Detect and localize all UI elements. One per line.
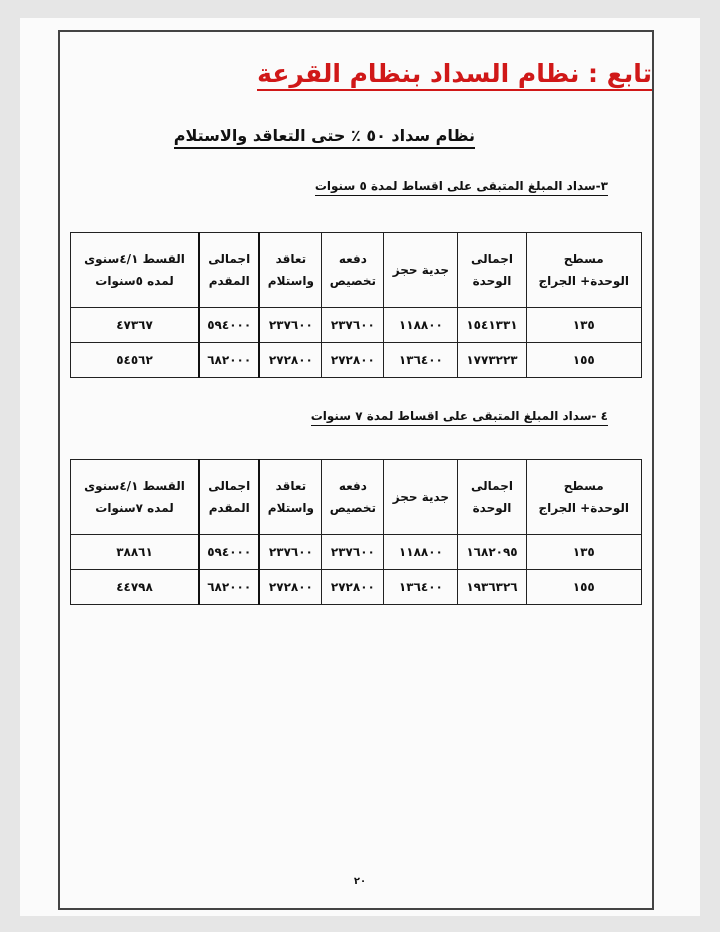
- table-row: [71, 535, 642, 570]
- cell-contract-delivery: ٢٧٢٨٠٠: [259, 570, 321, 605]
- cell-unit-total: ١٦٨٢٠٩٥: [458, 535, 526, 570]
- cell-area: ١٣٥: [526, 535, 642, 570]
- header-contract-delivery: تعاقد واستلام: [259, 460, 321, 535]
- cell-total-downpayment: ٦٨٢٠٠٠: [199, 343, 259, 378]
- header-area: مسطح الوحدة+ الجراج: [526, 460, 642, 535]
- table-row: [71, 343, 642, 378]
- cell-allocation-payment: ٢٣٧٦٠٠: [322, 308, 384, 343]
- cell-quarterly-installment: ٤٤٧٩٨: [71, 570, 200, 605]
- cell-contract-delivery: ٢٣٧٦٠٠: [259, 308, 321, 343]
- header-allocation-payment: دفعه تخصيص: [322, 233, 384, 308]
- header-contract-delivery: تعاقد واستلام: [259, 233, 321, 308]
- header-quarterly-installment: القسط ٤/١سنوى لمده ٧سنوات: [71, 460, 200, 535]
- cell-area: ١٥٥: [526, 570, 642, 605]
- cell-area: ١٥٥: [526, 343, 642, 378]
- header-area: مسطح الوحدة+ الجراج: [526, 233, 642, 308]
- cell-total-downpayment: ٥٩٤٠٠٠: [199, 308, 259, 343]
- cell-booking-deposit: ١٣٦٤٠٠: [384, 570, 458, 605]
- cell-allocation-payment: ٢٧٢٨٠٠: [322, 570, 384, 605]
- cell-total-downpayment: ٦٨٢٠٠٠: [199, 570, 259, 605]
- table-row: [71, 570, 642, 605]
- cell-allocation-payment: ٢٧٢٨٠٠: [322, 343, 384, 378]
- cell-quarterly-installment: ٤٧٣٦٧: [71, 308, 200, 343]
- page-subtitle: نظام سداد ٥٠ ٪ حتى التعاقد والاستلام: [174, 126, 475, 149]
- table-header-row: [71, 233, 642, 308]
- cell-unit-total: ١٥٤١٣٣١: [458, 308, 526, 343]
- header-total-downpayment: اجمالى المقدم: [199, 460, 259, 535]
- installments-table-7-years: [70, 459, 642, 605]
- installments-table-5-years: [70, 232, 642, 378]
- document-page: [20, 18, 700, 916]
- table-row: [71, 308, 642, 343]
- header-unit-total: اجمالى الوحدة: [458, 460, 526, 535]
- cell-contract-delivery: ٢٧٢٨٠٠: [259, 343, 321, 378]
- header-allocation-payment: دفعه تخصيص: [322, 460, 384, 535]
- cell-total-downpayment: ٥٩٤٠٠٠: [199, 535, 259, 570]
- cell-unit-total: ١٩٣٦٣٢٦: [458, 570, 526, 605]
- page-title: تابع : نظام السداد بنظام القرعة: [257, 58, 652, 91]
- table-header-row: [71, 460, 642, 535]
- cell-quarterly-installment: ٣٨٨٦١: [71, 535, 200, 570]
- header-unit-total: اجمالى الوحدة: [458, 233, 526, 308]
- cell-booking-deposit: ١١٨٨٠٠: [384, 535, 458, 570]
- section-heading-7-years: ٤ -سداد المبلغ المتبقى على اقساط لمدة ٧ سنوات: [311, 408, 608, 426]
- header-booking-deposit: جدية حجز: [384, 460, 458, 535]
- header-total-downpayment: اجمالى المقدم: [199, 233, 259, 308]
- cell-booking-deposit: ١٣٦٤٠٠: [384, 343, 458, 378]
- cell-contract-delivery: ٢٣٧٦٠٠: [259, 535, 321, 570]
- cell-allocation-payment: ٢٣٧٦٠٠: [322, 535, 384, 570]
- page-number: ٢٠: [353, 876, 367, 887]
- header-booking-deposit: جدية حجز: [384, 233, 458, 308]
- cell-quarterly-installment: ٥٤٥٦٢: [71, 343, 200, 378]
- cell-area: ١٣٥: [526, 308, 642, 343]
- header-quarterly-installment: القسط ٤/١سنوى لمده ٥سنوات: [71, 233, 200, 308]
- cell-booking-deposit: ١١٨٨٠٠: [384, 308, 458, 343]
- cell-unit-total: ١٧٧٣٢٢٣: [458, 343, 526, 378]
- section-heading-5-years: ٣-سداد المبلغ المتبقى على اقساط لمدة ٥ سنوات: [315, 178, 608, 196]
